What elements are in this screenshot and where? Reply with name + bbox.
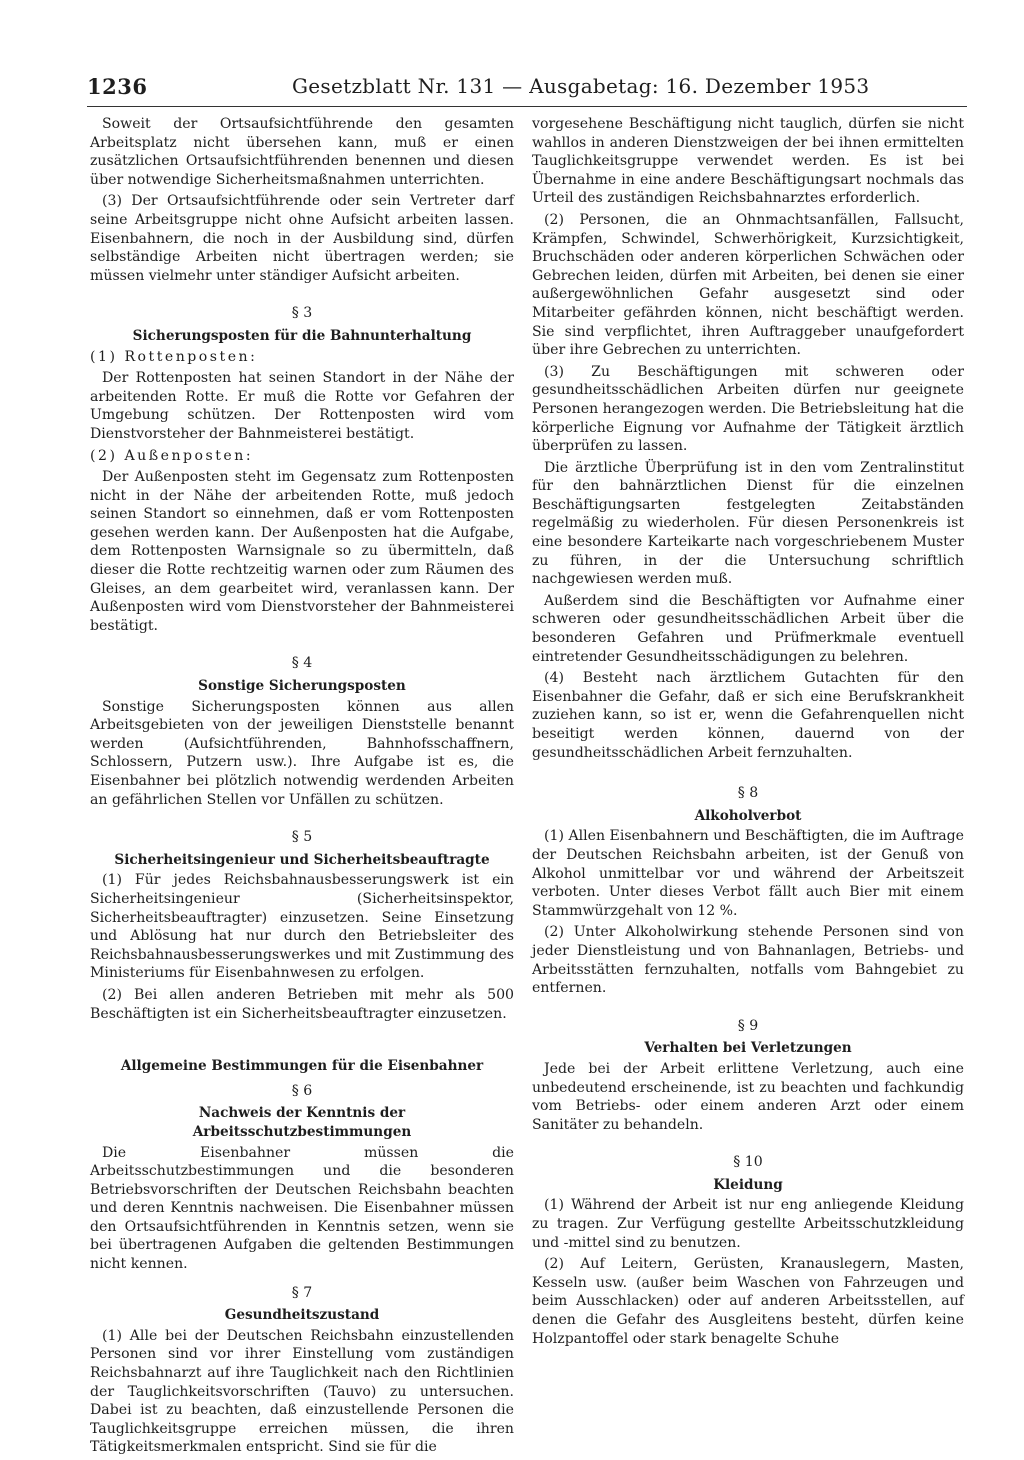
part-title: Allgemeine Bestimmungen für die Eisenbahner: [120, 1058, 484, 1075]
paragraph: Sonstige Sicherungsposten können aus allen Arbeitsgebieten von der jeweiligen Dienststelle benannt werden (Aufsichtführenden, Bahnhofsschaffnern, Schlossern, Putzern usw.). Ihre Aufgabe ist es, die Eisenbahner bei plötzlich notwendig werdenden Arbeiten an gefährlichen Stellen vor Unfällen zu schützen.: [90, 698, 514, 808]
paragraph: (2) Bei allen anderen Betrieben mit mehr als 500 Beschäftigten ist ein Sicherheitsbeauftragter einzusetzen.: [90, 986, 514, 1022]
section-number: § 6: [291, 1082, 313, 1099]
section-title: Nachweis der Kenntnis der Arbeitsschutzbestimmungen: [192, 1105, 412, 1140]
paragraph: (2) Auf Leitern, Gerüsten, Kranauslegern, Masten, Kesseln usw. (außer beim Waschen von Fahrzeugen und beim Ausschlacken) oder auf anderen Arbeitsstellen, auf denen die Gefahr des Ausgleitens besteht, dürfen keine Holzpantoffel oder stark benagelte Schuhe: [532, 1256, 964, 1347]
paragraph: Die ärztliche Überprüfung ist in den vom Zentralinstitut für den bahnärztlichen Dienst für die einzelnen Beschäftigungsarten festgelegten Zeitabständen regelmäßig zu wiederholen. Für diesen Personenkreis ist eine besondere Karteikarte nach vorgeschriebenem Muster zu führen, in der die Untersuchung schriftlich nachgewiesen werden muß.: [532, 459, 964, 588]
section-title: Kleidung: [713, 1176, 783, 1193]
section-title: Alkoholverbot: [694, 807, 802, 824]
paragraph: vorgesehene Beschäftigung nicht tauglich, dürfen sie nicht wahllos in anderen Dienstzweigen der bei ihnen ermittelten Tauglichkeitsgruppe verwendet werden. Es ist bei Übernahme in eine andere Beschäftigungsart nochmals das Urteil des zuständigen Reichsbahnarztes erforderlich.: [532, 116, 964, 207]
section-number: § 9: [737, 1017, 759, 1034]
section-title: Gesundheitszustand: [224, 1307, 380, 1324]
section-title: Verhalten bei Verletzungen: [644, 1040, 852, 1057]
page-number: 1236: [87, 74, 148, 99]
paragraph: (1) Allen Eisenbahnern und Beschäftigten, die im Auftrage der Deutschen Reichsbahn arbeiten, ist der Genuß von Alkohol unmittelbar vor und während der Arbeitszeit verboten. Unter dieses Verbot fällt auch Bier mit einem Stammwürzgehalt von 12 %.: [532, 828, 964, 919]
section-number: § 3: [291, 305, 313, 322]
paragraph: Jede bei der Arbeit erlittene Verletzung, auch eine unbedeutend erscheinende, ist zu beachten und fachkundig vom Betriebs- oder einem anderen Arzt oder einem Sanitäter zu behandeln.: [532, 1060, 964, 1133]
section-number: § 10: [733, 1154, 763, 1171]
section-title: Sonstige Sicherungsposten: [198, 678, 406, 695]
section-number: § 4: [291, 655, 313, 672]
section-number: § 7: [291, 1284, 313, 1301]
paragraph: Außerdem sind die Beschäftigten vor Aufnahme einer schweren oder gesundheitsschädlichen Arbeit über die besonderen Gefahren und Prüfmerkmale eventuell eintretender Gesundheitsschädigungen zu belehren.: [532, 592, 964, 665]
paragraph: (1) Für jedes Reichsbahnausbesserungswerk ist ein Sicherheitsingenieur (Sicherheitsinspektor, Sicherheitsbeauftragter) einzusetzen. Seine Einsetzung und Ablösung hat nur durch den Betriebsleiter des Reichsbahnausbesserungswerkes und mit Zustimmung des Ministeriums für Eisenbahnwesen zu erfolgen.: [90, 872, 514, 982]
section-number: § 5: [291, 829, 313, 846]
paragraph: (1) Während der Arbeit ist nur eng anliegende Kleidung zu tragen. Zur Verfügung gestellte Arbeitsschutzkleidung und -mittel sind zu benutzen.: [532, 1197, 964, 1251]
paragraph: (2) Unter Alkoholwirkung stehende Personen sind von jeder Dienstleistung und von Bahnanlagen, Betriebs- und Arbeitsstätten fernzuhalten, notfalls vom Bahngebiet zu entfernen.: [532, 924, 964, 997]
subheading: (1) Rottenposten:: [90, 348, 258, 365]
right-column: [532, 115, 964, 1351]
paragraph: (2) Personen, die an Ohnmachtsanfällen, Fallsucht, Krämpfen, Schwindel, Schwerhörigkeit, Kurzsichtigkeit, Bruchschäden oder anderen körperlichen Schwächen oder Gebrechen leiden, dürfen mit Arbeiten, bei denen sie einer außergewöhnlichen Gefahr ausgesetzt sind oder Mitarbeiter gefährden können, nicht beschäftigt werden. Sie sind verpflichtet, ihren Auftraggeber unaufgefordert über ihre Gebrechen zu unterrichten.: [532, 211, 964, 359]
section-title: Sicherungsposten für die Bahnunterhaltung: [132, 327, 472, 344]
paragraph: (3) Zu Beschäftigungen mit schweren oder gesundheitsschädlichen Arbeiten dürfen nur geeignete Personen herangezogen werden. Die Betriebsleitung hat die körperliche Eignung vor Aufnahme der Tätigkeit ärztlich überprüfen zu lassen.: [532, 363, 964, 455]
paragraph: Der Außenposten steht im Gegensatz zum Rottenposten nicht in der Nähe der arbeitenden Rotte, muß jedoch seinen Standort so einnehmen, daß er vom Rottenposten gesehen werden kann. Der Außenposten hat die Aufgabe, dem Rottenposten Warnsignale so zu übermitteln, daß dieser die Rotte rechtzeitig warnen oder zum Räumen des Gleises, an dem gearbeitet wird, veranlassen kann. Der Außenposten wird vom Dienstvorsteher der Bahnmeisterei bestätigt.: [90, 469, 514, 634]
paragraph: Soweit der Ortsaufsichtführende den gesamten Arbeitsplatz nicht übersehen kann, muß er einen zusätzlichen Ortsaufsichtführenden benennen und diesen über notwendige Sicherheitsmaßnahmen unterrichten.: [90, 116, 514, 188]
paragraph: Der Rottenposten hat seinen Standort in der Nähe der arbeitenden Rotte. Er muß die Rotte vor Gefahren der Umgebung schützen. Der Rottenposten wird vom Dienstvorsteher der Bahnmeisterei bestätigt.: [90, 370, 514, 442]
header-rule: [87, 106, 967, 107]
paragraph: Die Eisenbahner müssen die Arbeitsschutzbestimmungen und die besonderen Betriebsvorschriften der Deutschen Reichsbahn beachten und deren Kenntnis nachweisen. Die Eisenbahner müssen den Ortsaufsichtführenden in Kenntnis setzen, wenn sie bei übertragenen Aufgaben die geltenden Bestimmungen nicht kennen.: [90, 1144, 514, 1273]
paragraph: (4) Besteht nach ärztlichem Gutachten für den Eisenbahner die Gefahr, daß er sich eine Berufskrankheit zuziehen kann, so ist er, wenn die Gefahrenquellen nicht beseitigt werden können, dauernd von der gesundheitsschädlichen Arbeit fernzuhalten.: [532, 670, 964, 761]
page-header-title: Gesetzblatt Nr. 131 — Ausgabetag: 16. Dezember 1953: [292, 74, 870, 98]
left-column: [90, 115, 514, 1460]
section-number: § 8: [737, 785, 759, 802]
paragraph: (3) Der Ortsaufsichtführende oder sein Vertreter darf seine Arbeitsgruppe nicht ohne Aufsicht arbeiten lassen. Eisenbahnern, die noch in der Ausbildung sind, dürfen selbständige Arbeiten nicht übertragen werden; sie müssen vielmehr unter ständiger Aufsicht arbeiten.: [90, 193, 514, 284]
section-title: Sicherheitsingenieur und Sicherheitsbeauftragte: [114, 851, 490, 868]
subheading: (2) Außenposten:: [90, 447, 254, 464]
paragraph: (1) Alle bei der Deutschen Reichsbahn einzustellenden Personen sind vor ihrer Einstellung vom zuständigen Reichsbahnarzt auf ihre Tauglichkeit nach den Richtlinien der Tauglichkeitsvorschriften (Tauvo) zu untersuchen. Dabei ist zu beachten, daß einzustellende Personen die Tauglichkeitsgruppe erreichen müssen, die ihren Tätigkeitsmerkmalen entspricht. Sind sie für die: [90, 1327, 514, 1456]
